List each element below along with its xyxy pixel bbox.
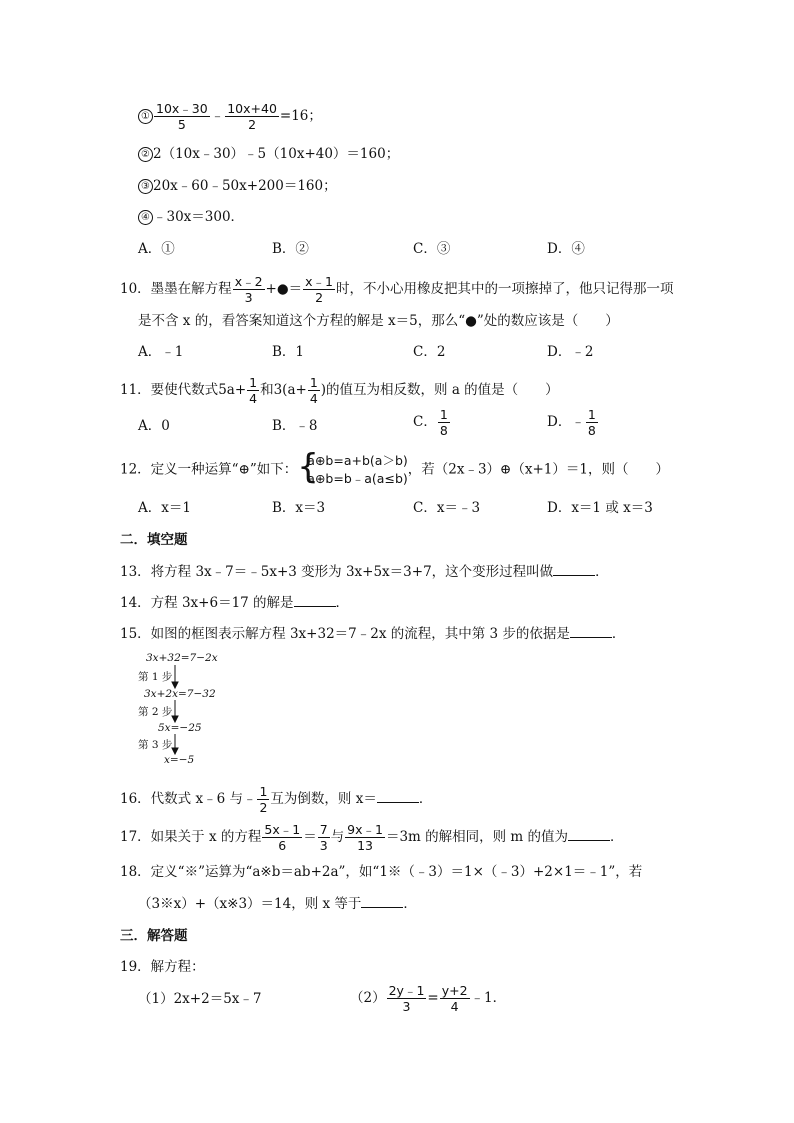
fraction: $\frac{1}{2}$ <box>259 784 268 815</box>
q11-line: 11．要使代数式5a+ $\frac{1}{4}$ 和3(a+ $\frac{1}{4}$ )的值互为相反数，则 a 的值是（ ） <box>120 375 559 406</box>
option-b[interactable]: B．﹣8 <box>272 418 318 434</box>
option-b[interactable]: B．② <box>272 241 309 257</box>
q14: 14．方程 3x+6＝17 的解是 ． <box>120 595 350 611</box>
flow-step-3: 第 3 步 <box>138 739 173 751</box>
fraction: $\frac{x﹣2}{3}$ <box>234 274 263 305</box>
left-brace: { <box>297 447 319 487</box>
option-d[interactable]: D．﹣2 <box>547 344 594 360</box>
option-c[interactable]: C．③ <box>413 241 451 257</box>
fraction: $\frac{10x﹣30}{5}$ <box>156 101 208 132</box>
answer-blank[interactable] <box>294 594 336 607</box>
option-b[interactable]: B．1 <box>272 344 305 360</box>
flow-arrows <box>138 652 258 770</box>
q9-step-2: ② 2（10x﹣30）﹣5（10x+40）＝160； <box>138 145 399 163</box>
solution-flowchart <box>138 652 258 770</box>
q10-line-1: 10．墨墨在解方程 $\frac{x﹣2}{3}$ +●＝ $\frac{x﹣1}{2}$ 时，不小心用橡皮把其中的一项擦掉了，他只记得那一项 <box>120 274 674 305</box>
fraction: $\frac{1}{8}$ <box>587 407 596 438</box>
fraction: $\frac{5x﹣1}{6}$ <box>264 822 301 853</box>
flow-step-2: 第 2 步 <box>138 706 173 718</box>
fraction: $\frac{9x﹣1}{13}$ <box>347 822 383 853</box>
q15: 15．如图的框图表示解方程 3x+32＝7﹣2x 的流程，其中第 3 步的依据是 ． <box>120 626 626 642</box>
option-c[interactable]: C．2 <box>413 344 446 360</box>
fraction: $\frac{2y﹣1}{3}$ <box>388 983 425 1014</box>
q19-title: 19．解方程： <box>120 959 205 975</box>
option-d[interactable]: D．④ <box>547 241 585 257</box>
option-c[interactable]: C． $\frac{1}{8}$ <box>413 407 448 438</box>
flow-equation-4: x=−5 <box>164 754 195 766</box>
option-a[interactable]: A．﹣1 <box>138 344 184 360</box>
q18-line-2: （3※x）+（x※3）＝14，则 x 等于 ． <box>138 896 417 912</box>
section-heading: 三．解答题 <box>120 928 188 944</box>
q18-line-1: 18．定义“※”运算为“a※b＝ab+2a”，如“1※（﹣3）＝1×（﹣3）+2×1＝﹣1”，若 <box>120 864 643 880</box>
q17: 17．如果关于 x 的方程 $\frac{5x﹣1}{6}$ ＝ $\frac{7}{3}$ 与 $\frac{9x﹣1}{13}$ ＝3m 的解相同，则 m 的值为 ． <box>120 822 624 853</box>
fraction: $\frac{1}{4}$ <box>249 375 258 406</box>
option-a[interactable]: A．x＝1 <box>138 500 191 516</box>
answer-blank[interactable] <box>553 563 595 576</box>
fraction: $\frac{1}{4}$ <box>309 375 318 406</box>
fraction: $\frac{1}{8}$ <box>439 407 448 438</box>
answer-blank[interactable] <box>570 625 612 638</box>
q13: 13．将方程 3x﹣7＝﹣5x+3 变形为 3x+5x＝3+7，这个变形过程叫做 ． <box>120 564 609 580</box>
section-heading: 二．填空题 <box>120 532 188 548</box>
fraction: $\frac{7}{3}$ <box>319 822 328 853</box>
fraction: $\frac{y+2}{4}$ <box>441 983 468 1014</box>
fraction: $\frac{x﹣1}{2}$ <box>305 274 333 305</box>
step-marker: ③ <box>138 179 153 194</box>
answer-blank[interactable] <box>568 828 610 841</box>
q12-line: 12．定义一种运算“⊕”如下： { a⊕b=a+b(a＞b) a⊕b=b﹣a(a≤b) ，若（2x﹣3）⊕（x+1）＝1，则（ ） <box>120 447 669 487</box>
option-d[interactable]: D．x＝1 或 x＝3 <box>547 500 653 516</box>
option-b[interactable]: B．x＝3 <box>272 500 326 516</box>
q19-part-1: （1）2x+2＝5x﹣7 <box>138 991 262 1007</box>
q9-step-3: ③ 20x﹣60﹣50x+200＝160； <box>138 177 337 195</box>
flow-equation-1: 3x+32=7−2x <box>146 652 218 664</box>
step-marker: ① <box>138 109 153 124</box>
answer-blank[interactable] <box>377 790 419 803</box>
q10-line-2: 是不含 x 的，看答案知道这个方程的解是 x＝5，那么“●”处的数应该是（ ） <box>138 313 619 329</box>
q9-step-1: ① $\frac{10x﹣30}{5}$ ﹣ $\frac{10x+40}{2}$ =16； <box>138 101 322 132</box>
flow-step-1: 第 1 步 <box>138 671 173 683</box>
step-marker: ④ <box>138 210 153 225</box>
q19-part-2: （2） $\frac{2y﹣1}{3}$ = $\frac{y+2}{4}$ ﹣1． <box>350 983 507 1014</box>
option-a[interactable]: A．① <box>138 241 175 257</box>
option-a[interactable]: A．0 <box>138 418 170 434</box>
q16: 16．代数式 x﹣6 与﹣ $\frac{1}{2}$ 互为倒数，则 x＝ ． <box>120 784 433 815</box>
fraction: $\frac{10x+40}{2}$ <box>227 101 277 132</box>
flow-equation-3: 5x=−25 <box>158 722 202 734</box>
option-c[interactable]: C．x＝﹣3 <box>413 500 481 516</box>
answer-blank[interactable] <box>361 895 403 908</box>
option-d[interactable]: D．﹣ $\frac{1}{8}$ <box>547 407 596 438</box>
q9-step-4: ④ ﹣30x＝300． <box>138 208 244 226</box>
step-marker: ② <box>138 147 153 162</box>
equation-system: { a⊕b=a+b(a＞b) a⊕b=b﹣a(a≤b) <box>297 447 408 487</box>
flow-equation-2: 3x+2x=7−32 <box>144 688 216 700</box>
